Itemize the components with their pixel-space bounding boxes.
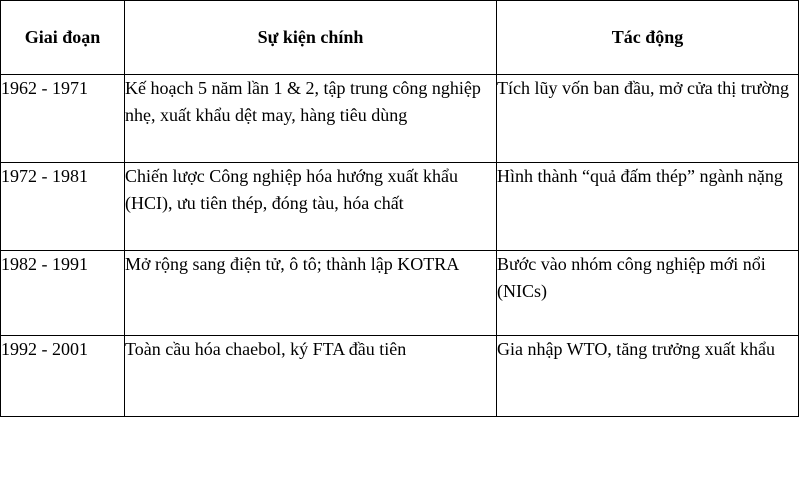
event-cell: Toàn cầu hóa chaebol, ký FTA đầu tiên xyxy=(125,336,497,417)
table-row xyxy=(1,336,799,417)
header-row xyxy=(1,1,799,75)
period-cell: 1972 - 1981 xyxy=(1,163,125,251)
impact-cell: Bước vào nhóm công nghiệp mới nổi (NICs) xyxy=(497,251,799,336)
period-cell: 1962 - 1971 xyxy=(1,75,125,163)
table-row xyxy=(1,163,799,251)
period-cell: 1982 - 1991 xyxy=(1,251,125,336)
header-period: Giai đoạn xyxy=(1,1,125,75)
table-row xyxy=(1,75,799,163)
header-event: Sự kiện chính xyxy=(125,1,497,75)
header-impact: Tác động xyxy=(497,1,799,75)
event-cell: Chiến lược Công nghiệp hóa hướng xuất khẩu (HCI), ưu tiên thép, đóng tàu, hóa chất xyxy=(125,163,497,251)
event-cell: Mở rộng sang điện tử, ô tô; thành lập KOTRA xyxy=(125,251,497,336)
period-cell: 1992 - 2001 xyxy=(1,336,125,417)
event-cell: Kế hoạch 5 năm lần 1 & 2, tập trung công nghiệp nhẹ, xuất khẩu dệt may, hàng tiêu dùng xyxy=(125,75,497,163)
impact-cell: Hình thành “quả đấm thép” ngành nặng xyxy=(497,163,799,251)
table-row xyxy=(1,251,799,336)
impact-cell: Tích lũy vốn ban đầu, mở cửa thị trường xyxy=(497,75,799,163)
impact-cell: Gia nhập WTO, tăng trưởng xuất khẩu xyxy=(497,336,799,417)
